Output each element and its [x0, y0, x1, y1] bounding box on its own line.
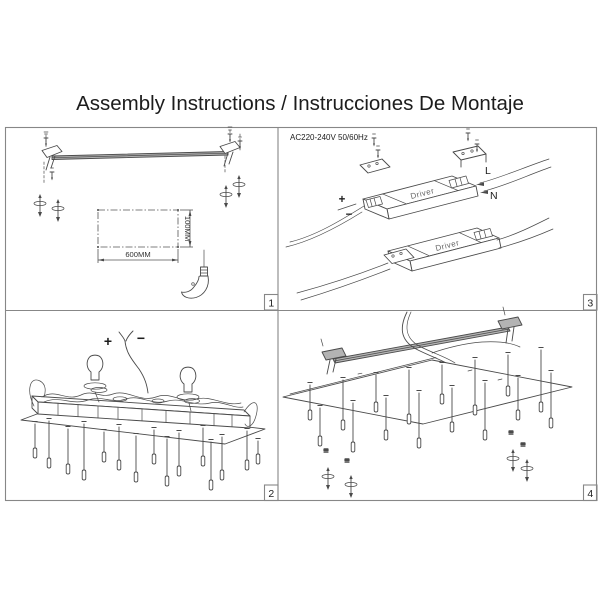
driver-label: Driver — [409, 186, 436, 201]
screw-icon — [376, 146, 380, 159]
wire — [301, 269, 390, 300]
svg-text:1: 1 — [268, 297, 275, 310]
wire — [297, 263, 388, 293]
screw-icon — [372, 134, 376, 147]
nut-icon — [344, 458, 349, 462]
driver-box-lower — [297, 218, 553, 300]
negative-label: − — [345, 209, 353, 221]
positive-label: + — [338, 194, 346, 206]
panel-4 — [283, 307, 597, 501]
pendant-component — [182, 250, 209, 298]
screw-icon — [50, 168, 54, 181]
mounting-hardware — [322, 430, 533, 498]
panel-3-number — [584, 295, 598, 311]
dc-input-wires — [286, 194, 364, 247]
neutral-label: N — [490, 190, 498, 202]
mains-wires — [476, 159, 551, 202]
width-dimension-label: 600MM — [125, 250, 151, 259]
svg-text:3: 3 — [587, 297, 594, 310]
svg-text:4: 4 — [587, 488, 594, 500]
wall-anchor-icon — [233, 175, 245, 198]
height-dimension-label: 100MM — [183, 215, 192, 242]
page-title: Assembly Instructions / Instrucciones De Montaje — [76, 92, 524, 115]
panel-1 — [34, 127, 278, 310]
nut-icon — [520, 442, 525, 446]
live-label: L — [485, 165, 491, 177]
wall-anchor-icon — [345, 475, 357, 498]
svg-text:2: 2 — [268, 488, 275, 500]
mounting-clip — [453, 129, 486, 167]
wall-anchor-icon — [34, 194, 46, 217]
strain-relief-bulb — [177, 367, 200, 411]
panel-2 — [21, 330, 278, 501]
panel-2-number — [265, 485, 279, 501]
nut-icon — [323, 448, 328, 452]
positive-label: + — [103, 333, 113, 349]
panel-3 — [286, 129, 597, 310]
wire — [497, 218, 549, 240]
wire — [499, 229, 553, 248]
wall-anchor-icon — [322, 467, 334, 490]
wall-anchor-icon — [507, 449, 519, 472]
driver-label: Driver — [434, 238, 461, 253]
wall-anchor-icon — [521, 459, 533, 482]
wall-anchor-icon — [220, 185, 232, 208]
right-bracket — [220, 127, 242, 174]
wall-anchor-icon — [52, 199, 64, 222]
screw-icon — [466, 129, 470, 142]
panel-1-number — [265, 295, 279, 311]
fixture-plate — [283, 358, 572, 425]
mounting-rail — [52, 152, 228, 160]
driver-box-upper — [360, 129, 486, 219]
drill-template — [97, 209, 193, 263]
power-spec-label: AC220-240V 50/60Hz — [290, 133, 368, 142]
negative-label: − — [136, 330, 146, 346]
panel-4-number — [584, 485, 598, 501]
nut-icon — [508, 430, 513, 434]
